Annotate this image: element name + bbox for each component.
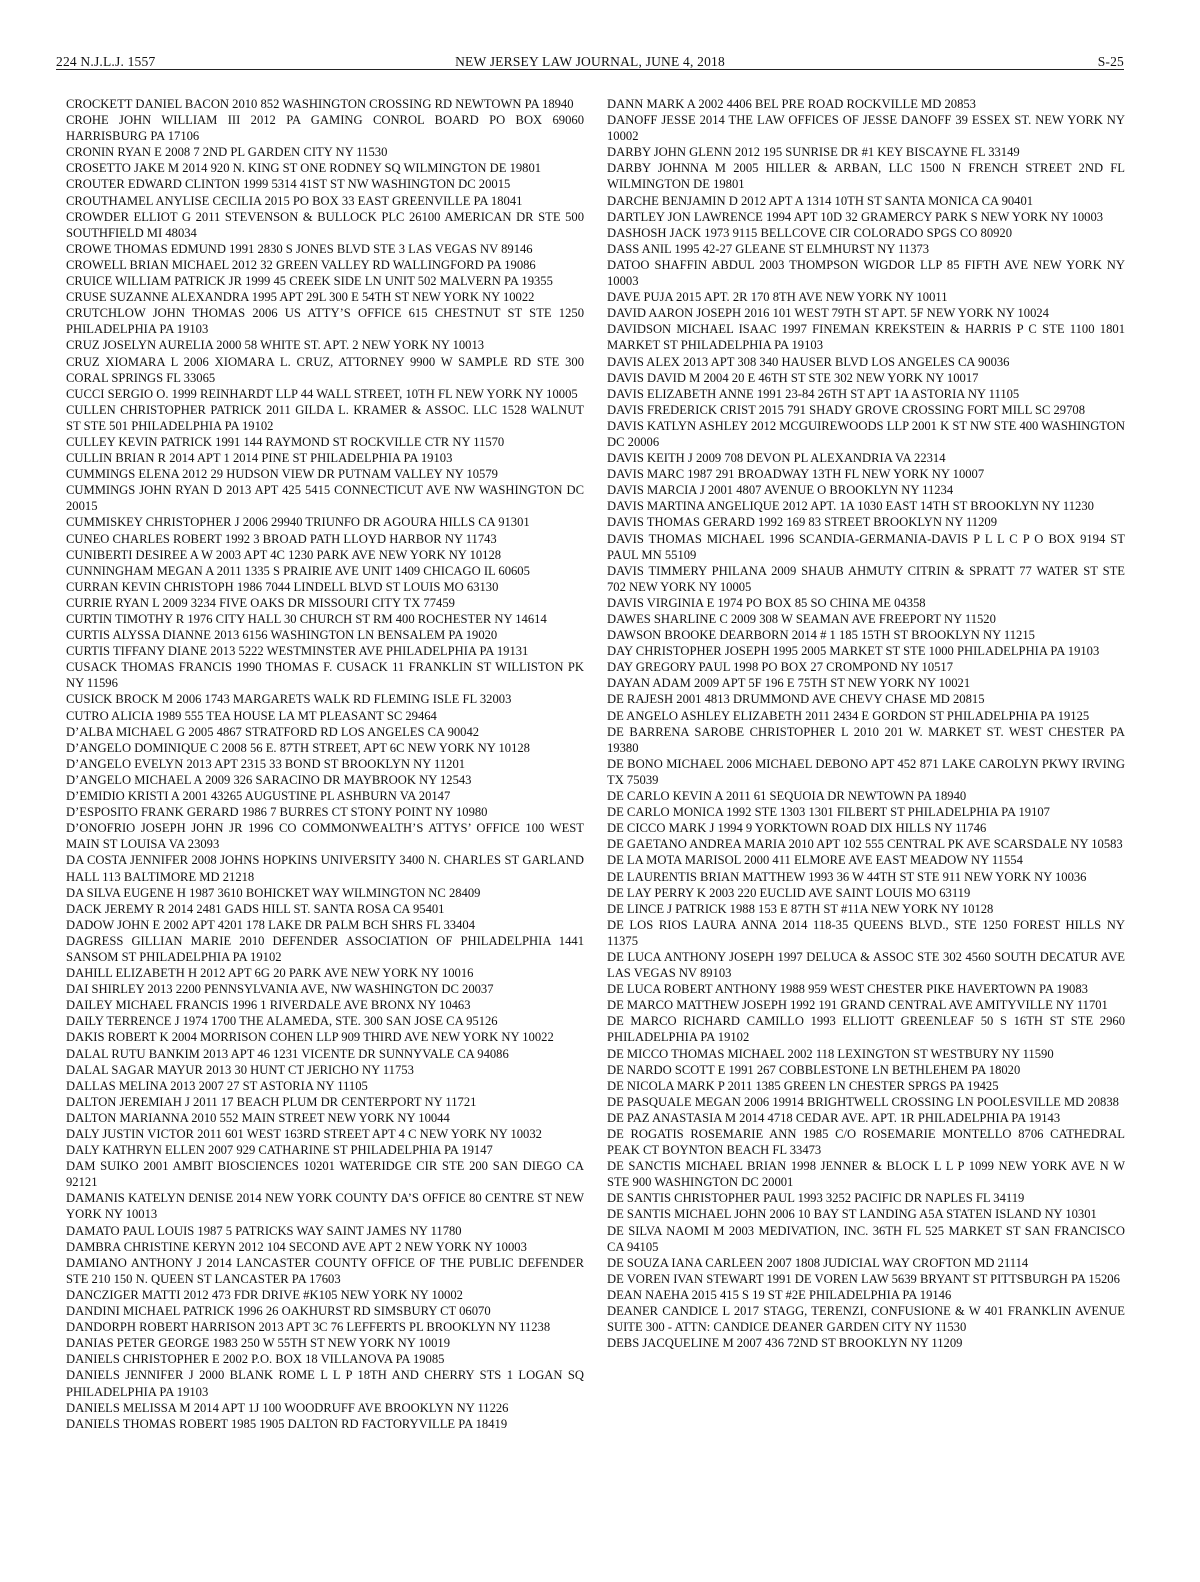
attorney-listing: DE LINCE J PATRICK 1988 153 E 87TH ST #11A NEW YORK NY 10128: [607, 901, 994, 916]
attorney-listing: DANIELS THOMAS ROBERT 1985 1905 DALTON RD FACTORYVILLE PA 18419: [66, 1416, 508, 1431]
attorney-listing: DALTON MARIANNA 2010 552 MAIN STREET NEW YORK NY 10044: [66, 1110, 450, 1125]
attorney-listing: DE BONO MICHAEL 2006 MICHAEL DEBONO APT 452 871 LAKE CAROLYN PKWY IRVING TX 75039: [607, 756, 1125, 787]
attorney-listing: DAY GREGORY PAUL 1998 PO BOX 27 CROMPOND NY 10517: [607, 660, 954, 675]
attorney-listing: DE BARRENA SAROBE CHRISTOPHER L 2010 201 W. MARKET ST. WEST CHESTER PA 19380: [607, 724, 1125, 755]
attorney-listing: CROHE JOHN WILLIAM III 2012 PA GAMING CONROL BOARD PO BOX 69060 HARRISBURG PA 17106: [66, 113, 584, 144]
attorney-listing: CULLEN CHRISTOPHER PATRICK 2011 GILDA L. KRAMER & ASSOC. LLC 1528 WALNUT ST STE 501 PHILADELPHIA PA 19102: [66, 402, 584, 433]
attorney-listing: DADOW JOHN E 2002 APT 4201 178 LAKE DR PALM BCH SHRS FL 33404: [66, 917, 475, 932]
attorney-listing: DAGRESS GILLIAN MARIE 2010 DEFENDER ASSOCIATION OF PHILADELPHIA 1441 SANSOM ST PHILADELPHIA PA 19102: [66, 933, 584, 964]
attorney-listing: DE LOS RIOS LAURA ANNA 2014 118-35 QUEENS BLVD., STE 1250 FOREST HILLS NY 11375: [607, 917, 1125, 948]
attorney-listing: DA SILVA EUGENE H 1987 3610 BOHICKET WAY WILMINGTON NC 28409: [66, 885, 481, 900]
attorney-listing: CURRAN KEVIN CHRISTOPH 1986 7044 LINDELL BLVD ST LOUIS MO 63130: [66, 579, 499, 594]
attorney-listing: DE CICCO MARK J 1994 9 YORKTOWN ROAD DIX HILLS NY 11746: [607, 821, 987, 836]
attorney-listing: DAI SHIRLEY 2013 2200 PENNSYLVANIA AVE, NW WASHINGTON DC 20037: [66, 982, 494, 997]
attorney-listing: D’ONOFRIO JOSEPH JOHN JR 1996 CO COMMONWEALTH’S ATTYS’ OFFICE 100 WEST MAIN ST LOUISA VA 23093: [66, 821, 584, 852]
attorney-listing: DANIELS MELISSA M 2014 APT 1J 100 WOODRUFF AVE BROOKLYN NY 11226: [66, 1400, 509, 1415]
attorney-listing: DAHILL ELIZABETH H 2012 APT 6G 20 PARK AVE NEW YORK NY 10016: [66, 966, 474, 981]
attorney-listing: DACK JEREMY R 2014 2481 GADS HILL ST. SANTA ROSA CA 95401: [66, 901, 445, 916]
page-header: [56, 50, 1124, 70]
attorney-listing: CUNNINGHAM MEGAN A 2011 1335 S PRAIRIE AVE UNIT 1409 CHICAGO IL 60605: [66, 563, 530, 578]
attorney-listing: D’EMIDIO KRISTI A 2001 43265 AUGUSTINE PL ASHBURN VA 20147: [66, 789, 451, 804]
attorney-listing: DARTLEY JON LAWRENCE 1994 APT 10D 32 GRAMERCY PARK S NEW YORK NY 10003: [607, 209, 1104, 224]
attorney-listing: DAVIS THOMAS GERARD 1992 169 83 STREET BROOKLYN NY 11209: [607, 515, 997, 530]
header-rule: [56, 69, 1124, 70]
attorney-listing: DE LA MOTA MARISOL 2000 411 ELMORE AVE EAST MEADOW NY 11554: [607, 853, 1023, 868]
right-column: [607, 96, 1125, 1351]
attorney-listing: DANIAS PETER GEORGE 1983 250 W 55TH ST NEW YORK NY 10019: [66, 1336, 450, 1351]
attorney-listing: DAMBRA CHRISTINE KERYN 2012 104 SECOND AVE APT 2 NEW YORK NY 10003: [66, 1239, 527, 1254]
attorney-listing: CROUTHAMEL ANYLISE CECILIA 2015 PO BOX 33 EAST GREENVILLE PA 18041: [66, 193, 523, 208]
attorney-listing: DE ANGELO ASHLEY ELIZABETH 2011 2434 E GORDON ST PHILADELPHIA PA 19125: [607, 708, 1090, 723]
attorney-listing: DAVIS ALEX 2013 APT 308 340 HAUSER BLVD LOS ANGELES CA 90036: [607, 354, 1010, 369]
attorney-listing: DARBY JOHN GLENN 2012 195 SUNRISE DR #1 KEY BISCAYNE FL 33149: [607, 145, 1020, 160]
page-number: S-25: [1097, 54, 1124, 69]
attorney-listing: CURTIN TIMOTHY R 1976 CITY HALL 30 CHURCH ST RM 400 ROCHESTER NY 14614: [66, 612, 547, 626]
attorney-listing: CULLIN BRIAN R 2014 APT 1 2014 PINE ST PHILADELPHIA PA 19103: [66, 451, 453, 466]
attorney-listing: DAVE PUJA 2015 APT. 2R 170 8TH AVE NEW YORK NY 10011: [607, 290, 948, 305]
attorney-listing: DAVIS MARCIA J 2001 4807 AVENUE O BROOKLYN NY 11234: [607, 483, 954, 498]
attorney-listing: DASHOSH JACK 1973 9115 BELLCOVE CIR COLORADO SPGS CO 80920: [607, 225, 1013, 240]
attorney-listing: DAYAN ADAM 2009 APT 5F 196 E 75TH ST NEW YORK NY 10021: [607, 676, 971, 691]
attorney-listing: DAVIS KATLYN ASHLEY 2012 MCGUIREWOODS LLP 2001 K ST NW STE 400 WASHINGTON DC 20006: [607, 418, 1125, 449]
attorney-listing: DASS ANIL 1995 42-27 GLEANE ST ELMHURST NY 11373: [607, 241, 930, 256]
attorney-listing: DANDORPH ROBERT HARRISON 2013 APT 3C 76 LEFFERTS PL BROOKLYN NY 11238: [66, 1320, 551, 1335]
page-citation: 224 N.J.L.J. 1557: [56, 54, 156, 69]
attorney-listing: CURRIE RYAN L 2009 3234 FIVE OAKS DR MISSOURI CITY TX 77459: [66, 595, 455, 610]
attorney-listing: DALY KATHRYN ELLEN 2007 929 CATHARINE ST PHILADELPHIA PA 19147: [66, 1143, 493, 1158]
attorney-listing: DANOFF JESSE 2014 THE LAW OFFICES OF JESSE DANOFF 39 ESSEX ST. NEW YORK NY 10002: [607, 113, 1125, 144]
attorney-listing: CROCKETT DANIEL BACON 2010 852 WASHINGTON CROSSING RD NEWTOWN PA 18940: [66, 97, 574, 111]
attorney-listing: DE MICCO THOMAS MICHAEL 2002 118 LEXINGTON ST WESTBURY NY 11590: [607, 1046, 1054, 1061]
attorney-listing: CUNEO CHARLES ROBERT 1992 3 BROAD PATH LLOYD HARBOR NY 11743: [66, 531, 497, 546]
attorney-listing: DAWES SHARLINE C 2009 308 W SEAMAN AVE FREEPORT NY 11520: [607, 612, 996, 626]
attorney-listing: CUMMINGS ELENA 2012 29 HUDSON VIEW DR PUTNAM VALLEY NY 10579: [66, 467, 498, 482]
attorney-listing: CUSICK BROCK M 2006 1743 MARGARETS WALK RD FLEMING ISLE FL 32003: [66, 692, 512, 707]
attorney-listing: DE CARLO KEVIN A 2011 61 SEQUOIA DR NEWTOWN PA 18940: [607, 789, 967, 804]
attorney-listing: DAWSON BROOKE DEARBORN 2014 # 1 185 15TH ST BROOKLYN NY 11215: [607, 628, 1035, 643]
attorney-listing: DE PASQUALE MEGAN 2006 19914 BRIGHTWELL CROSSING LN POOLESVILLE MD 20838: [607, 1094, 1119, 1109]
attorney-listing: DE ROGATIS ROSEMARIE ANN 1985 C/O ROSEMARIE MONTELLO 8706 CATHEDRAL PEAK CT BOYNTON BEACH FL 33473: [607, 1127, 1125, 1158]
attorney-listing: DAILY TERRENCE J 1974 1700 THE ALAMEDA, STE. 300 SAN JOSE CA 95126: [66, 1014, 498, 1029]
attorney-listing: CROUTER EDWARD CLINTON 1999 5314 41ST ST NW WASHINGTON DC 20015: [66, 177, 511, 192]
attorney-listing: CUMMINGS JOHN RYAN D 2013 APT 425 5415 CONNECTICUT AVE NW WASHINGTON DC 20015: [66, 483, 584, 514]
attorney-listing: D’ANGELO EVELYN 2013 APT 2315 33 BOND ST BROOKLYN NY 11201: [66, 756, 466, 771]
attorney-listing: DAMATO PAUL LOUIS 1987 5 PATRICKS WAY SAINT JAMES NY 11780: [66, 1223, 462, 1238]
attorney-listing: DAVIS MARC 1987 291 BROADWAY 13TH FL NEW YORK NY 10007: [607, 467, 985, 482]
attorney-listing: DAILEY MICHAEL FRANCIS 1996 1 RIVERDALE AVE BRONX NY 10463: [66, 998, 471, 1013]
attorney-listing: CRUZ XIOMARA L 2006 XIOMARA L. CRUZ, ATTORNEY 9900 W SAMPLE RD STE 300 CORAL SPRINGS FL 33065: [66, 354, 584, 385]
attorney-listing: DE SOUZA IANA CARLEEN 2007 1808 JUDICIAL WAY CROFTON MD 21114: [607, 1255, 1029, 1270]
attorney-listing: DE PAZ ANASTASIA M 2014 4718 CEDAR AVE. APT. 1R PHILADELPHIA PA 19143: [607, 1110, 1061, 1125]
attorney-listing: CUTRO ALICIA 1989 555 TEA HOUSE LA MT PLEASANT SC 29464: [66, 708, 437, 723]
attorney-listing: DARBY JOHNNA M 2005 HILLER & ARBAN, LLC 1500 N FRENCH STREET 2ND FL WILMINGTON DE 19801: [607, 161, 1125, 192]
attorney-listing: D’ANGELO DOMINIQUE C 2008 56 E. 87TH STREET, APT 6C NEW YORK NY 10128: [66, 740, 530, 755]
attorney-listing: DALLAS MELINA 2013 2007 27 ST ASTORIA NY 11105: [66, 1078, 368, 1093]
attorney-listing: DALY JUSTIN VICTOR 2011 601 WEST 163RD STREET APT 4 C NEW YORK NY 10032: [66, 1127, 542, 1141]
attorney-listing: DAVIS ELIZABETH ANNE 1991 23-84 26TH ST APT 1A ASTORIA NY 11105: [607, 386, 1020, 401]
attorney-listing: DE LUCA ANTHONY JOSEPH 1997 DELUCA & ASSOC STE 302 4560 SOUTH DECATUR AVE LAS VEGAS NV 89103: [607, 949, 1125, 981]
attorney-listing: DAMANIS KATELYN DENISE 2014 NEW YORK COUNTY DA’S OFFICE 80 CENTRE ST NEW YORK NY 10013: [66, 1191, 584, 1222]
attorney-listing: CURTIS TIFFANY DIANE 2013 5222 WESTMINSTER AVE PHILADELPHIA PA 19131: [66, 644, 529, 659]
attorney-listing: DAVIS DAVID M 2004 20 E 46TH ST STE 302 NEW YORK NY 10017: [607, 370, 979, 385]
attorney-listing: CROWDER ELLIOT G 2011 STEVENSON & BULLOCK PLC 26100 AMERICAN DR STE 500 SOUTHFIELD MI 48034: [66, 209, 584, 240]
attorney-listing: DE MARCO MATTHEW JOSEPH 1992 191 GRAND CENTRAL AVE AMITYVILLE NY 11701: [607, 998, 1108, 1013]
attorney-listing: CULLEY KEVIN PATRICK 1991 144 RAYMOND ST ROCKVILLE CTR NY 11570: [66, 434, 505, 449]
attorney-listing: DEAN NAEHA 2015 415 S 19 ST #2E PHILADELPHIA PA 19146: [607, 1287, 952, 1302]
attorney-listing: DE MARCO RICHARD CAMILLO 1993 ELLIOTT GREENLEAF 50 S 16TH ST STE 2960 PHILADELPHIA PA 19102: [607, 1014, 1125, 1045]
attorney-listing: CRUSE SUZANNE ALEXANDRA 1995 APT 29L 300 E 54TH ST NEW YORK NY 10022: [66, 290, 535, 305]
attorney-listing: DALAL RUTU BANKIM 2013 APT 46 1231 VICENTE DR SUNNYVALE CA 94086: [66, 1046, 509, 1061]
attorney-listing: DANN MARK A 2002 4406 BEL PRE ROAD ROCKVILLE MD 20853: [607, 97, 976, 111]
attorney-listing: DAVID AARON JOSEPH 2016 101 WEST 79TH ST APT. 5F NEW YORK NY 10024: [607, 306, 1049, 321]
attorney-listing: CURTIS ALYSSA DIANNE 2013 6156 WASHINGTON LN BENSALEM PA 19020: [66, 628, 498, 643]
attorney-listing: CROSETTO JAKE M 2014 920 N. KING ST ONE RODNEY SQ WILMINGTON DE 19801: [66, 161, 542, 176]
attorney-listing: DALAL SAGAR MAYUR 2013 30 HUNT CT JERICHO NY 11753: [66, 1062, 414, 1077]
attorney-listing: DANIELS JENNIFER J 2000 BLANK ROME L L P 18TH AND CHERRY STS 1 LOGAN SQ PHILADELPHIA PA 19103: [66, 1368, 584, 1399]
attorney-listing: DEBS JACQUELINE M 2007 436 72ND ST BROOKLYN NY 11209: [607, 1336, 963, 1351]
attorney-listing: DE SANTIS CHRISTOPHER PAUL 1993 3252 PACIFIC DR NAPLES FL 34119: [607, 1191, 1025, 1206]
attorney-listing: DARCHE BENJAMIN D 2012 APT A 1314 10TH ST SANTA MONICA CA 90401: [607, 193, 1034, 208]
attorney-listing: DALTON JEREMIAH J 2011 17 BEACH PLUM DR CENTERPORT NY 11721: [66, 1094, 477, 1109]
attorney-listing: DA COSTA JENNIFER 2008 JOHNS HOPKINS UNIVERSITY 3400 N. CHARLES ST GARLAND HALL 113 BALTIMORE MD 21218: [66, 853, 584, 884]
attorney-listing: D’ALBA MICHAEL G 2005 4867 STRATFORD RD LOS ANGELES CA 90042: [66, 724, 480, 739]
attorney-listing: DAY CHRISTOPHER JOSEPH 1995 2005 MARKET ST STE 1000 PHILADELPHIA PA 19103: [607, 644, 1100, 659]
attorney-listing: DAVIS MARTINA ANGELIQUE 2012 APT. 1A 1030 EAST 14TH ST BROOKLYN NY 11230: [607, 499, 1094, 514]
attorney-listing: DE SANTIS MICHAEL JOHN 2006 10 BAY ST LANDING A5A STATEN ISLAND NY 10301: [607, 1207, 1097, 1222]
attorney-listing: DE VOREN IVAN STEWART 1991 DE VOREN LAW 5639 BRYANT ST PITTSBURGH PA 15206: [607, 1271, 1120, 1286]
attorney-listing: CUMMISKEY CHRISTOPHER J 2006 29940 TRIUNFO DR AGOURA HILLS CA 91301: [66, 515, 530, 530]
attorney-listing: DAVIS KEITH J 2009 708 DEVON PL ALEXANDRIA VA 22314: [607, 451, 946, 466]
attorney-listing: DE SILVA NAOMI M 2003 MEDIVATION, INC. 36TH FL 525 MARKET ST SAN FRANCISCO CA 94105: [607, 1223, 1125, 1254]
attorney-listing: DANIELS CHRISTOPHER E 2002 P.O. BOX 18 VILLANOVA PA 19085: [66, 1352, 445, 1367]
attorney-listing: D’ESPOSITO FRANK GERARD 1986 7 BURRES CT STONY POINT NY 10980: [66, 805, 488, 820]
attorney-listing: CROWELL BRIAN MICHAEL 2012 32 GREEN VALLEY RD WALLINGFORD PA 19086: [66, 257, 536, 272]
attorney-listing: DAKIS ROBERT K 2004 MORRISON COHEN LLP 909 THIRD AVE NEW YORK NY 10022: [66, 1030, 554, 1045]
attorney-listing: DAVIS FREDERICK CRIST 2015 791 SHADY GROVE CROSSING FORT MILL SC 29708: [607, 402, 1085, 417]
attorney-listing: D’ANGELO MICHAEL A 2009 326 SARACINO DR MAYBROOK NY 12543: [66, 772, 472, 787]
attorney-listing: DE RAJESH 2001 4813 DRUMMOND AVE CHEVY CHASE MD 20815: [607, 692, 985, 707]
attorney-listing: DAVIDSON MICHAEL ISAAC 1997 FINEMAN KREKSTEIN & HARRIS P C STE 1100 1801 MARKET ST PHILADELPHIA PA 19103: [607, 322, 1125, 353]
attorney-listing: DAVIS TIMMERY PHILANA 2009 SHAUB AHMUTY CITRIN & SPRATT 77 WATER ST STE 702 NEW YORK NY 10005: [607, 563, 1125, 594]
attorney-listing: DANDINI MICHAEL PATRICK 1996 26 OAKHURST RD SIMSBURY CT 06070: [66, 1304, 491, 1319]
attorney-listing: CRUZ JOSELYN AURELIA 2000 58 WHITE ST. APT. 2 NEW YORK NY 10013: [66, 338, 485, 353]
attorney-listing: DATOO SHAFFIN ABDUL 2003 THOMPSON WIGDOR LLP 85 FIFTH AVE NEW YORK NY 10003: [607, 257, 1125, 289]
left-column: [66, 96, 584, 1432]
attorney-listing: CUSACK THOMAS FRANCIS 1990 THOMAS F. CUSACK 11 FRANKLIN ST WILLISTON PK NY 11596: [66, 660, 584, 691]
publication-title: NEW JERSEY LAW JOURNAL, JUNE 4, 2018: [455, 54, 725, 69]
attorney-listing: DAVIS THOMAS MICHAEL 1996 SCANDIA-GERMANIA-DAVIS P L L C P O BOX 9194 ST PAUL MN 55109: [607, 531, 1125, 562]
attorney-listing: DAVIS VIRGINIA E 1974 PO BOX 85 SO CHINA ME 04358: [607, 595, 926, 610]
attorney-listing: DE LAURENTIS BRIAN MATTHEW 1993 36 W 44TH ST STE 911 NEW YORK NY 10036: [607, 869, 1087, 884]
attorney-listing: CRONIN RYAN E 2008 7 2ND PL GARDEN CITY NY 11530: [66, 145, 388, 160]
attorney-listing: CRUICE WILLIAM PATRICK JR 1999 45 CREEK SIDE LN UNIT 502 MALVERN PA 19355: [66, 274, 553, 289]
attorney-listing: DE LAY PERRY K 2003 220 EUCLID AVE SAINT LOUIS MO 63119: [607, 885, 971, 900]
attorney-listing: DE NARDO SCOTT E 1991 267 COBBLESTONE LN BETHLEHEM PA 18020: [607, 1062, 1021, 1077]
attorney-listing: DE LUCA ROBERT ANTHONY 1988 959 WEST CHESTER PIKE HAVERTOWN PA 19083: [607, 982, 1088, 997]
attorney-listing: DE CARLO MONICA 1992 STE 1303 1301 FILBERT ST PHILADELPHIA PA 19107: [607, 805, 1050, 820]
attorney-listing: DE NICOLA MARK P 2011 1385 GREEN LN CHESTER SPRGS PA 19425: [607, 1078, 999, 1093]
attorney-listing: CUNIBERTI DESIREE A W 2003 APT 4C 1230 PARK AVE NEW YORK NY 10128: [66, 547, 502, 562]
attorney-listing: CUCCI SERGIO O. 1999 REINHARDT LLP 44 WALL STREET, 10TH FL NEW YORK NY 10005: [66, 386, 578, 401]
attorney-listing: DAM SUIKO 2001 AMBIT BIOSCIENCES 10201 WATERIDGE CIR STE 200 SAN DIEGO CA 92121: [66, 1159, 584, 1190]
attorney-listing: CRUTCHLOW JOHN THOMAS 2006 US ATTY’S OFFICE 615 CHESTNUT ST STE 1250 PHILADELPHIA PA 19103: [66, 306, 584, 337]
attorney-listing: DANCZIGER MATTI 2012 473 FDR DRIVE #K105 NEW YORK NY 10002: [66, 1287, 463, 1302]
attorney-listing: DE SANCTIS MICHAEL BRIAN 1998 JENNER & BLOCK L L P 1099 NEW YORK AVE N W STE 900 WASHINGTON DC 20001: [607, 1159, 1125, 1190]
attorney-listing: CROWE THOMAS EDMUND 1991 2830 S JONES BLVD STE 3 LAS VEGAS NV 89146: [66, 241, 533, 256]
attorney-listing: DE GAETANO ANDREA MARIA 2010 APT 102 555 CENTRAL PK AVE SCARSDALE NY 10583: [607, 837, 1123, 852]
attorney-listing: DAMIANO ANTHONY J 2014 LANCASTER COUNTY OFFICE OF THE PUBLIC DEFENDER STE 210 150 N. QUEEN ST LANCASTER PA 17603: [66, 1255, 584, 1286]
attorney-listing: DEANER CANDICE L 2017 STAGG, TERENZI, CONFUSIONE & W 401 FRANKLIN AVENUE SUITE 300 - ATTN: CANDICE DEANER GARDEN CITY NY 11530: [607, 1304, 1125, 1335]
